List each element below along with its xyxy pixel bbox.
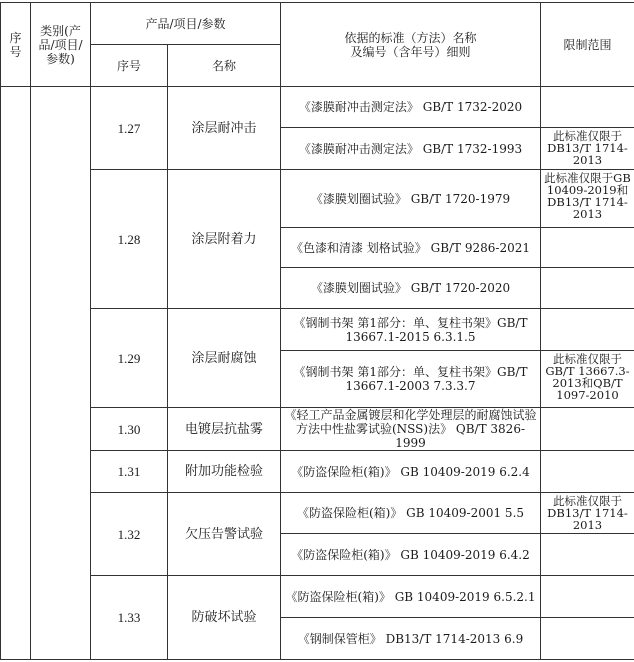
header-category: 类别(产品/项目/参数) xyxy=(31,3,91,87)
item-name: 电镀层抗盐雾 xyxy=(168,408,281,451)
standard-cell: 《防盗保险柜(箱)》 GB 10409-2001 5.5 xyxy=(281,493,541,534)
standard-cell: 《防盗保险柜(箱)》 GB 10409-2019 6.4.2 xyxy=(281,534,541,576)
item-name: 涂层耐冲击 xyxy=(168,87,281,170)
header-seq: 序号 xyxy=(1,3,31,87)
item-name: 涂层附着力 xyxy=(168,170,281,309)
standard-cell: 《钢制书架 第1部分：单、复柱书架》GB/T 13667.1-2003 7.3.3.7 xyxy=(281,351,541,408)
standards-table xyxy=(0,2,634,660)
standard-cell: 《漆膜划圈试验》 GB/T 1720-1979 xyxy=(281,170,541,228)
header-limit: 限制范围 xyxy=(541,3,634,87)
limit-cell xyxy=(541,451,634,493)
limit-cell xyxy=(541,534,634,576)
limit-cell xyxy=(541,268,634,309)
standard-cell: 《钢制保管柜》 DB13/T 1714-2013 6.9 xyxy=(281,618,541,660)
limit-cell xyxy=(541,309,634,351)
limit-cell: 此标准仅限于GB/T 13667.3-2013和QB/T 1097-2010 xyxy=(541,351,634,408)
category-cell xyxy=(31,87,91,660)
item-number: 1.31 xyxy=(91,451,168,493)
header-product-group: 产品/项目/参数 xyxy=(91,3,281,45)
seq-cell xyxy=(1,87,31,660)
item-number: 1.33 xyxy=(91,576,168,660)
limit-cell xyxy=(541,228,634,268)
item-name: 涂层耐腐蚀 xyxy=(168,309,281,408)
standard-cell: 《防盗保险柜(箱)》 GB 10409-2019 6.5.2.1 xyxy=(281,576,541,618)
item-name: 欠压告警试验 xyxy=(168,493,281,576)
item-number: 1.28 xyxy=(91,170,168,309)
item-name: 防破坏试验 xyxy=(168,576,281,660)
standard-cell: 《漆膜划圈试验》 GB/T 1720-2020 xyxy=(281,268,541,309)
item-number: 1.32 xyxy=(91,493,168,576)
item-name: 附加功能检验 xyxy=(168,451,281,493)
limit-cell xyxy=(541,576,634,618)
header-standard: 依据的标准（方法）名称 及编号（含年号）细则 xyxy=(281,3,541,87)
header-sub-name: 名称 xyxy=(168,45,281,87)
standard-cell: 《防盗保险柜(箱)》 GB 10409-2019 6.2.4 xyxy=(281,451,541,493)
limit-cell: 此标准仅限于DB13/T 1714-2013 xyxy=(541,493,634,534)
limit-cell xyxy=(541,87,634,128)
limit-cell xyxy=(541,408,634,451)
item-number: 1.30 xyxy=(91,408,168,451)
standard-cell: 《色漆和清漆 划格试验》 GB/T 9286-2021 xyxy=(281,228,541,268)
item-number: 1.29 xyxy=(91,309,168,408)
header-sub-seq: 序号 xyxy=(91,45,168,87)
standard-cell: 《漆膜耐冲击测定法》 GB/T 1732-2020 xyxy=(281,87,541,128)
limit-cell: 此标准仅限于GB 10409-2019和DB13/T 1714-2013 xyxy=(541,170,634,228)
limit-cell: 此标准仅限于DB13/T 1714-2013 xyxy=(541,128,634,170)
standard-cell: 《轻工产品金属镀层和化学处理层的耐腐蚀试验方法中性盐雾试验(NSS)法》 QB/T 3826-1999 xyxy=(281,408,541,451)
limit-cell xyxy=(541,618,634,660)
standard-cell: 《钢制书架 第1部分：单、复柱书架》GB/T 13667.1-2015 6.3.1.5 xyxy=(281,309,541,351)
item-number: 1.27 xyxy=(91,87,168,170)
standard-cell: 《漆膜耐冲击测定法》 GB/T 1732-1993 xyxy=(281,128,541,170)
